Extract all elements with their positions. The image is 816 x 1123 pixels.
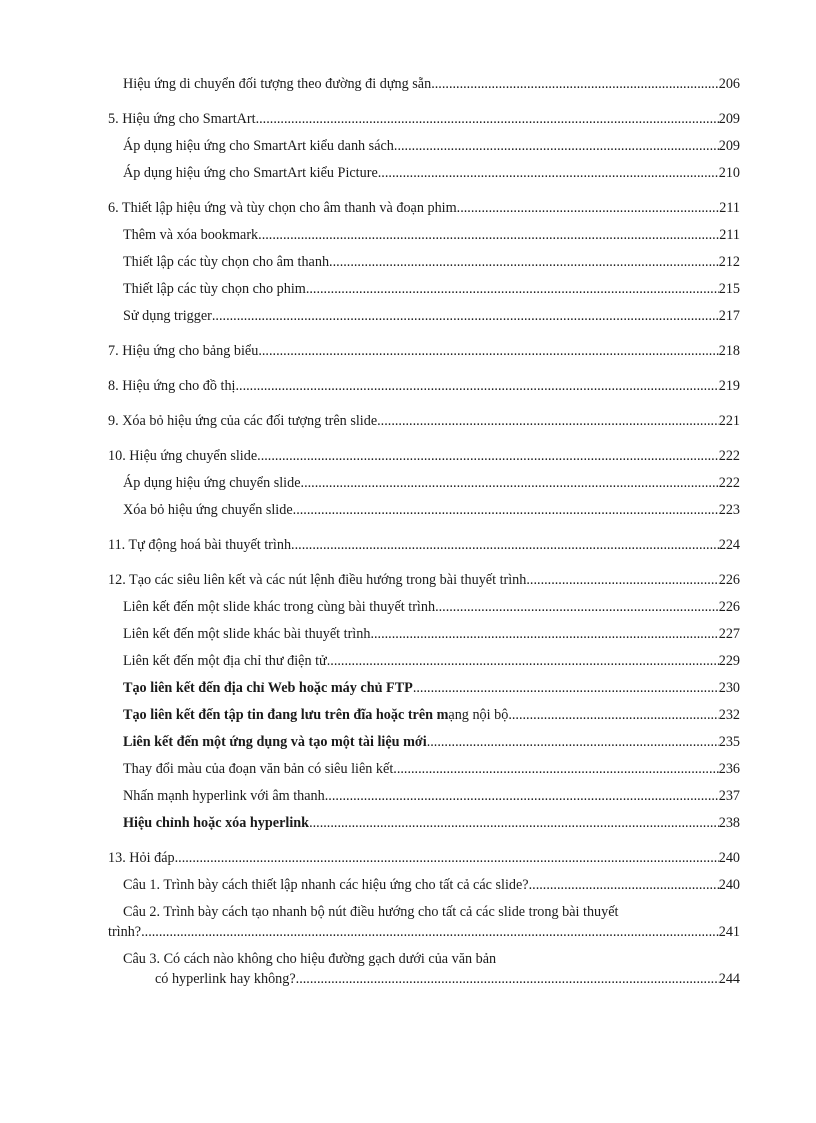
- toc-entry-title: Hiệu ứng di chuyển đối tượng theo đường đi dựng sẵn: [123, 76, 432, 92]
- toc-page-number: 244: [718, 971, 740, 987]
- toc-page-number: 223: [718, 502, 740, 518]
- toc-page-number: 226: [718, 572, 740, 588]
- toc-page-number: 211: [719, 200, 740, 216]
- toc-page-number: 215: [718, 281, 740, 297]
- toc-entry: [108, 597, 740, 617]
- toc-page-number: 235: [718, 734, 740, 750]
- toc-page-number: 240: [718, 850, 740, 866]
- toc-page-number: 211: [719, 227, 740, 243]
- toc-entry-multiline: [108, 902, 740, 922]
- toc-entry-title: Áp dụng hiệu ứng cho SmartArt kiểu danh sách: [123, 138, 394, 154]
- toc-entry-title: Thay đổi màu của đoạn văn bản có siêu liên kết: [123, 761, 394, 777]
- toc-entry-title: Liên kết đến một slide khác bài thuyết trình: [123, 626, 371, 642]
- toc-page-number: 232: [718, 707, 740, 723]
- toc-section-title: 9. Xóa bỏ hiệu ứng của các đối tượng trên slide: [108, 413, 378, 429]
- toc-entry: [108, 813, 740, 833]
- toc-section-title: 6. Thiết lập hiệu ứng và tùy chọn cho âm thanh và đoạn phim: [108, 200, 457, 216]
- toc-entry-title: Câu 1. Trình bày cách thiết lập nhanh các hiệu ứng cho tất cả các slide?: [123, 877, 529, 893]
- toc-page-number: 219: [718, 378, 740, 394]
- toc-entry-title: Nhấn mạnh hyperlink với âm thanh: [123, 788, 325, 804]
- toc-section-title: 5. Hiệu ứng cho SmartArt: [108, 111, 256, 127]
- toc-entry-continuation: [108, 922, 740, 942]
- toc-section-title: 7. Hiệu ứng cho bảng biểu: [108, 343, 259, 359]
- toc-section-title: 13. Hỏi đáp: [108, 850, 175, 866]
- toc-section: [108, 341, 740, 361]
- toc-page-number: 210: [718, 165, 740, 181]
- toc-section: [108, 848, 740, 868]
- toc-page-number: 238: [718, 815, 740, 831]
- toc-page-number: 240: [718, 877, 740, 893]
- toc-entry: [108, 163, 740, 183]
- toc-section-title: 10. Hiệu ứng chuyển slide: [108, 448, 258, 464]
- toc-entry-title-bold: Tạo liên kết đến địa chỉ Web hoặc máy chủ FTP: [123, 680, 413, 696]
- toc-page-number: 224: [718, 537, 740, 553]
- toc-section: [108, 570, 740, 590]
- toc-page-number: 217: [718, 308, 740, 324]
- toc-entry: [108, 500, 740, 520]
- toc-entry-title-line1: Câu 3. Có cách nào không cho hiệu đường gạch dưới của văn bản: [123, 951, 497, 967]
- toc-entry: [108, 705, 740, 725]
- toc-page-number: 236: [718, 761, 740, 777]
- toc-entry-title: Liên kết đến một slide khác trong cùng bài thuyết trình: [123, 599, 436, 615]
- toc-entry: [108, 651, 740, 671]
- toc-section: [108, 198, 740, 218]
- toc-entry-title-rest: ạng nội bộ: [448, 707, 509, 723]
- toc-entry: [108, 875, 740, 895]
- toc-section-title: 11. Tự động hoá bài thuyết trình: [108, 537, 292, 553]
- toc-section-title: 8. Hiệu ứng cho đồ thị: [108, 378, 236, 394]
- toc-entry: [108, 225, 740, 245]
- toc-entry-title-line2: có hyperlink hay không?: [155, 971, 296, 987]
- toc-entry: [108, 759, 740, 779]
- toc-page-number: 226: [718, 599, 740, 615]
- toc-entry-title: Áp dụng hiệu ứng chuyển slide: [123, 475, 301, 491]
- toc-entry-title-bold: Liên kết đến một ứng dụng và tạo một tài liệu mới: [123, 734, 427, 750]
- toc-section: [108, 535, 740, 555]
- toc-entry-title: Thiết lập các tùy chọn cho phim: [123, 281, 306, 297]
- toc-entry-title-bold: Hiệu chỉnh hoặc xóa hyperlink: [123, 815, 310, 831]
- toc-entry: [108, 74, 740, 94]
- toc-section: [108, 109, 740, 129]
- toc-entry-multiline: [108, 949, 740, 969]
- toc-page-number: 227: [718, 626, 740, 642]
- toc-entry-title-bold: Tạo liên kết đến tập tin đang lưu trên đĩa hoặc trên m: [123, 707, 449, 723]
- toc-section: [108, 411, 740, 431]
- toc-entry: [108, 136, 740, 156]
- toc-entry: [108, 732, 740, 752]
- toc-page-number: 241: [718, 924, 740, 940]
- toc-section-title: 12. Tạo các siêu liên kết và các nút lệnh điều hướng trong bài thuyết trình: [108, 572, 527, 588]
- toc-entry: [108, 678, 740, 698]
- toc-entry: [108, 473, 740, 493]
- toc-entry-continuation: [108, 969, 740, 989]
- toc-page-number: 209: [718, 138, 740, 154]
- toc-page-number: 206: [718, 76, 740, 92]
- toc-entry-title: Xóa bỏ hiệu ứng chuyển slide: [123, 502, 293, 518]
- toc-entry: [108, 279, 740, 299]
- toc-page-number: 230: [718, 680, 740, 696]
- toc-entry: [108, 786, 740, 806]
- toc-page-number: 212: [718, 254, 740, 270]
- toc-entry-title: Thiết lập các tùy chọn cho âm thanh: [123, 254, 330, 270]
- toc-entry-title: Liên kết đến một địa chỉ thư điện tử: [123, 653, 327, 669]
- toc-entry-title: Thêm và xóa bookmark: [123, 227, 259, 243]
- toc-page-number: 237: [718, 788, 740, 804]
- toc-entry: [108, 252, 740, 272]
- toc-page-number: 221: [718, 413, 740, 429]
- toc-page-number: 222: [718, 448, 740, 464]
- toc-entry-title: Áp dụng hiệu ứng cho SmartArt kiểu Picture: [123, 165, 378, 181]
- toc-entry-title-line1: Câu 2. Trình bày cách tạo nhanh bộ nút điều hướng cho tất cả các slide trong bài thuyết: [123, 904, 619, 920]
- toc-page-number: 222: [718, 475, 740, 491]
- toc-page-number: 209: [718, 111, 740, 127]
- toc-entry-title-line2: trình?: [108, 924, 142, 940]
- toc-section: [108, 446, 740, 466]
- toc-page-number: 218: [718, 343, 740, 359]
- toc-section: [108, 376, 740, 396]
- table-of-contents: [108, 74, 740, 989]
- toc-page-number: 229: [718, 653, 740, 669]
- toc-entry: [108, 624, 740, 644]
- toc-entry: [108, 306, 740, 326]
- toc-entry-title: Sử dụng trigger: [123, 308, 212, 324]
